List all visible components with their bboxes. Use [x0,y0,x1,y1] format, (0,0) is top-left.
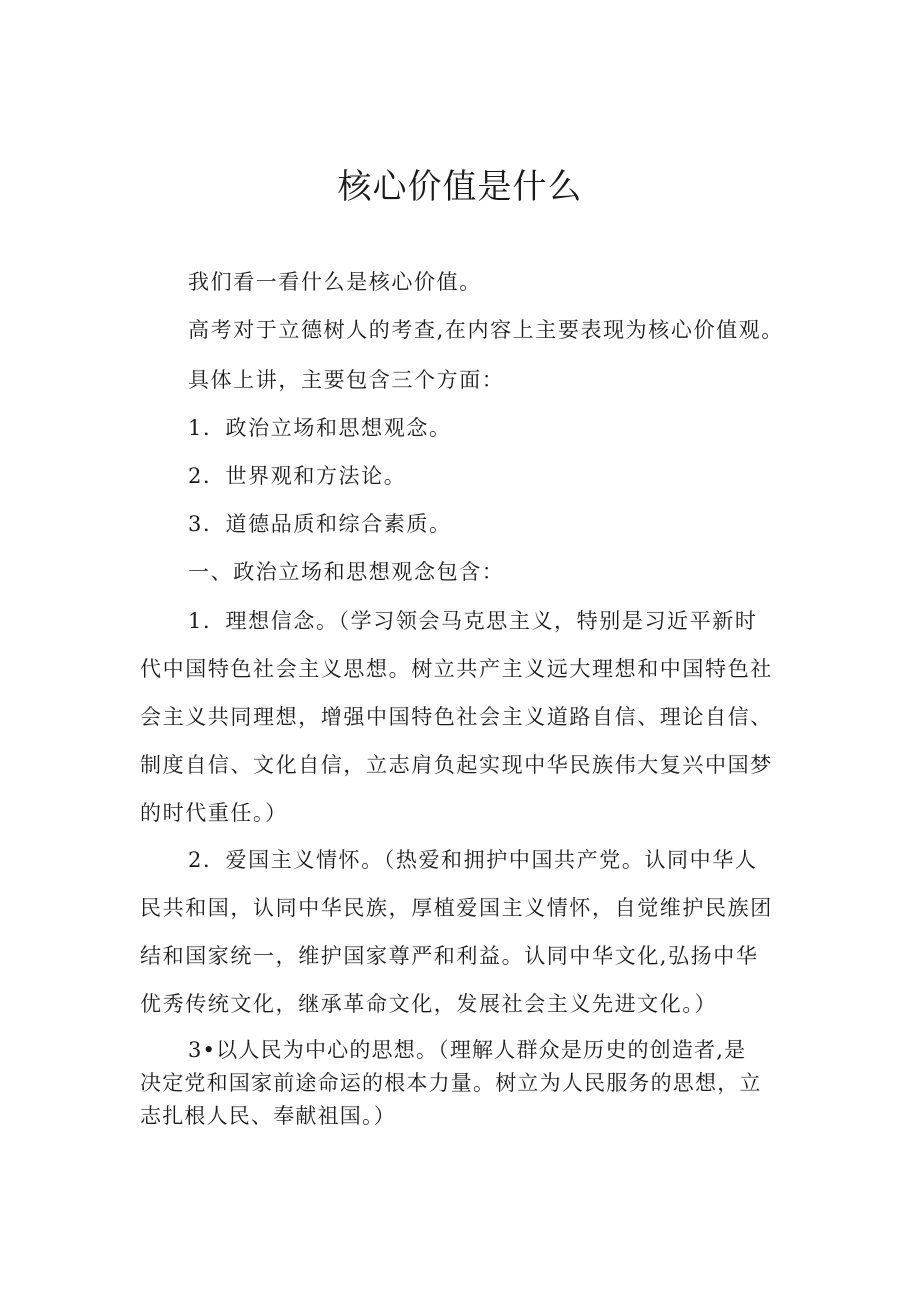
aspect-item-1: 1．政治立场和思想观念。 [188,416,452,440]
intro-line-1: 我们看一看什么是核心价值。 [188,270,482,294]
paragraph-line: 决定党和国家前途命运的根本力量。树立为人民服务的思想，立 [140,1071,762,1095]
intro-line-2: 高考对于立德树人的考查,在内容上主要表现为核心价值观。 [188,318,784,342]
paragraph-line: 会主义共同理想，增强中国特色社会主义道路自信、理论自信、 [140,705,773,729]
paragraph-line: 志扎根人民、奉献祖国。） [140,1104,396,1128]
paragraph-line: 制度自信、文化自信，立志肩负起实现中华民族伟大复兴中国梦 [140,753,773,777]
aspect-item-2: 2．世界观和方法论。 [188,464,407,488]
section-heading-1: 一、政治立场和思想观念包含： [188,560,505,584]
document-title: 核心价值是什么 [337,167,583,207]
paragraph-line: 代中国特色社会主义思想。树立共产主义远大理想和中国特色社 [140,657,773,681]
paragraph-line: 3•以人民为中心的思想。（理解人群众是历史的创造者,是 [188,1038,747,1062]
paragraph-line: 2．爱国主义情怀。（热爱和拥护中国共产党。认同中华人 [188,848,758,872]
intro-line-3: 具体上讲，主要包含三个方面： [188,368,505,392]
paragraph-line: 的时代重任。） [140,801,288,825]
paragraph-line: 1．理想信念。（学习领会马克思主义，特别是习近平新时 [188,609,758,633]
paragraph-patriotism [140,836,810,1028]
paragraph-line: 优秀传统文化，继承革命文化，发展社会主义先进文化。） [140,992,718,1016]
paragraph-line: 民共和国，认同中华民族，厚植爱国主义情怀，自觉维护民族团 [140,896,773,920]
paragraph-line: 结和国家统一，维护国家尊严和利益。认同中华文化,弘扬中华 [140,944,759,968]
aspect-item-3: 3．道德品质和综合素质。 [188,512,452,536]
paragraph-people-centered [140,1034,810,1133]
paragraph-ideals-beliefs [140,597,810,837]
